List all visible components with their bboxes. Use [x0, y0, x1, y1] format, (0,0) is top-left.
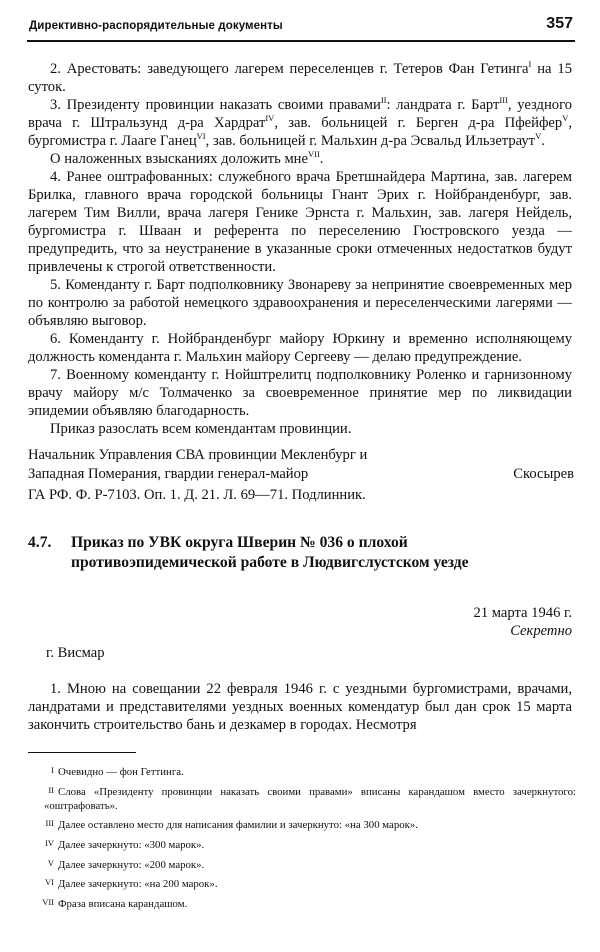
archival-source: ГА РФ. Ф. Р-7103. Оп. 1. Д. 21. Л. 69—71. Подлинник.: [28, 487, 366, 503]
footnote-ref: II: [380, 95, 387, 105]
section-title: Приказ по УВК округа Шверин № 036 о плохой противоэпидемической работе в Людвигслустском уезде: [71, 534, 469, 571]
footnote-mark: V: [47, 857, 54, 868]
order-body: [28, 680, 572, 734]
signature-line-1: Начальник Управления СВА провинции Мекленбург и: [28, 447, 368, 463]
document-date: 21 марта 1946 г.: [473, 605, 572, 621]
section-number: 4.7.: [28, 534, 52, 551]
footnote: I Очевидно — фон Геттинга.: [28, 765, 576, 779]
footnote-ref: I: [528, 59, 532, 69]
signature-line-2: Западная Померания, гвардии генерал-майор: [28, 466, 309, 482]
page-number: 357: [546, 15, 573, 32]
paragraph-report: O наложенных взысканиях доложить мне$^{VII}$.: [50, 149, 324, 167]
footnote-mark: II: [48, 784, 54, 795]
footnote-divider: [28, 752, 136, 753]
paragraph-distribution: Приказ разослать всем комендантам провинции.: [50, 421, 352, 437]
footnote-ref: III: [499, 95, 508, 105]
footnote-mark: IV: [45, 837, 54, 848]
paragraph-item-5: 5. Коменданту г. Барт подполковнику Звонареву за непринятие своевременных мер по контролю за работой немецкого здравоохранения и переселенческими лагерями — объявляю выговор.: [28, 277, 572, 329]
footnote-mark: III: [45, 818, 54, 829]
running-title: Директивно-распорядительные документы: [29, 20, 283, 32]
footnotes: [28, 765, 576, 916]
footnote: III Далее оставлено место для написания фамилии и зачеркнуто: «на 300 марок».: [28, 818, 576, 832]
signature-block: [28, 446, 576, 484]
document-place: г. Висмар: [46, 645, 105, 661]
footnote-mark: VI: [45, 877, 54, 888]
paragraph-item-1: 1. Мною на совещании 22 февраля 1946 г. с уездными бургомистрами, врачами, ландратами и представителями уездных военных комендатур был дан срок 15 марта закончить строительство бань и дезкамер в городах. Несмотря: [28, 681, 572, 733]
signature-name: Скосырев: [513, 466, 574, 482]
paragraph-item-2: 2. Арестовать: заведующего лагерем переселенцев г. Тетеров Фан Гетинга$^I$ на 15 суток.: [28, 59, 572, 95]
paragraph-item-6: 6. Коменданту г. Нойбранденбург майору Юркину и временно исполняющему должность коменданта г. Мальхин майору Сергееву — делаю предупреждение.: [28, 331, 572, 365]
order-continuation: [28, 60, 572, 438]
footnote: VII Фраза вписана карандашом.: [28, 897, 576, 911]
footnote-ref: V: [562, 113, 569, 123]
footnote-ref: IV: [265, 113, 275, 123]
footnote-mark: I: [51, 765, 54, 775]
paragraph-item-7: 7. Военному коменданту г. Нойштрелитц подполковнику Роленко и гарнизонному врачу майору м/с Толмаченко за своевременное принятие мер по ликвидации эпидемии объявляю благодарность.: [28, 367, 572, 419]
footnote-mark: VII: [42, 896, 54, 907]
document-date-block: [474, 604, 572, 640]
classification-mark: Секретно: [510, 623, 572, 639]
running-header: [27, 14, 575, 42]
paragraph-item-4: 4. Ранее оштрафованных: служебного врача Бретшнайдера Мартина, зав. лагерем Брилка, главного врача городской больницы Гнант Эрих г. Нойбранденбург, зав. лагерем Тим Вилли, врача лагеря Генике Эрнста г. Мальхин, зав. лагеря Нейдель, бургомистра г. Шваан и референта по переселению Гюстровского уезда — предупредить, что за неустранение в указанные сроки отмеченных недостатков будут привлечены к строгой ответственности.: [28, 169, 572, 275]
footnote: V Далее зачеркнуто: «200 марок».: [28, 858, 576, 872]
footnote: IV Далее зачеркнуто: «300 марок».: [28, 838, 576, 852]
footnote-ref: V: [535, 131, 542, 141]
footnote-ref: VI: [196, 131, 206, 141]
section-heading: [28, 533, 576, 573]
paragraph-item-3: 3. Президенту провинции наказать своими правами$^{II}$: ландрата г. Барт$^{III}$, уездного врача г. Штральзунд д-ра Хардрат$^{IV}$, зав. больницей г. Берген д-ра Пфейфер$^V$, бургомистра г. Лааге Ганец$^{VI}$, зав. больницей г. Мальхин д-ра Эсвальд Ильзетраут$^V$.: [28, 95, 572, 149]
footnote: II Слова «Президенту провинции наказать своими правами» вписаны карандашом вместо зачеркнутого: «оштрафовать».: [28, 785, 576, 813]
footnote-ref: VII: [307, 149, 320, 159]
footnote: VI Далее зачеркнуто: «на 200 марок».: [28, 877, 576, 891]
